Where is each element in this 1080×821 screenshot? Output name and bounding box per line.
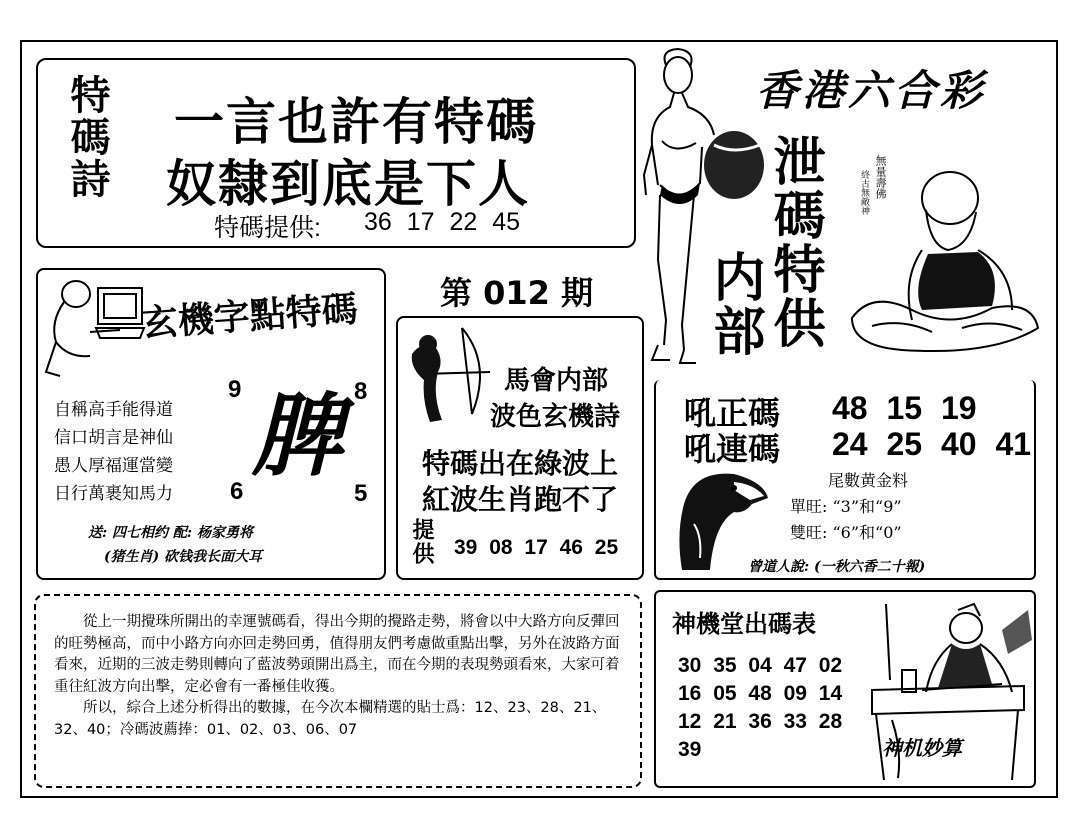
- buddha-inscription-2: 終古無敵神: [859, 170, 869, 215]
- mystic-footer-1: 送: 四七相约 配: 杨家勇将: [88, 525, 253, 541]
- mystic-footer-2: (猪生肖) 砍钱我长面大耳: [104, 549, 263, 565]
- wave-poem-2: 紅波生肖跑不了: [422, 483, 619, 516]
- poem-line-1: 一言也許有特碼: [174, 92, 538, 151]
- buddha-inscription-1: 無量壽佛: [874, 155, 887, 199]
- mystic-title: 玄機字點特碼: [140, 287, 359, 345]
- corner-number-bl: 6: [230, 478, 244, 505]
- table-row-3: 12 21 36 33 28: [678, 710, 843, 733]
- double-hot-line: 雙旺: “6”和“0”: [790, 523, 902, 542]
- leak-vertical-text: 泄碼特供: [764, 134, 824, 350]
- table-caption: 神机妙算: [882, 736, 962, 760]
- mystic-box: [36, 268, 386, 580]
- analysis-paragraph-1: 從上一期攪珠所開出的幸運號碼看，得出今期的攪路走勢，將會以中大路方向反彈回的旺勢極高，而中小路方向亦回走勢回勇，值得朋友們考慮做重點出擊，另外在波路方面看來，近期的三波走勢則轉向了藍波勢頭開出爲主，而在今期的表現勢頭看來，大家可着重往紅波方向出擊，定必會有一番極佳收獲。: [54, 614, 620, 695]
- internal-vertical-text: 内部: [704, 250, 764, 358]
- taoist-saying: 曾道人說: (一秋六香二十報): [748, 559, 926, 575]
- table-title: 神機堂出碼表: [672, 610, 816, 638]
- wave-box: [396, 316, 644, 580]
- wave-numbers: 39 08 17 46 25: [454, 536, 619, 559]
- mystic-poem: [54, 396, 173, 508]
- table-row-2: 16 05 48 09 14: [678, 682, 843, 705]
- lian-label: 吼連碼: [684, 430, 781, 468]
- corner-number-tr: 8: [354, 378, 368, 405]
- zheng-label: 吼正碼: [684, 394, 781, 432]
- table-rows: [678, 652, 842, 764]
- wave-title-2: 波色玄機詩: [490, 402, 621, 432]
- mystic-poem-line-3: 愚人厚福運當變: [54, 456, 173, 476]
- issue-number: 第 012 期: [440, 274, 594, 312]
- poem-side-title: 特碼詩: [64, 74, 111, 200]
- corner-number-br: 5: [354, 480, 368, 507]
- zheng-numbers: 48 15 19: [832, 390, 977, 426]
- table-box: [654, 590, 1036, 788]
- wave-provide-label: 提供: [409, 518, 435, 566]
- table-row-4: 39: [678, 738, 702, 761]
- mystic-big-character: 脾: [252, 383, 342, 489]
- corner-number-tl: 9: [228, 376, 242, 403]
- computer-illustration: [40, 272, 150, 384]
- wave-title-1: 馬會内部: [504, 366, 609, 396]
- mystic-poem-line-4: 日行萬裹知馬力: [54, 484, 173, 504]
- roar-box: [654, 380, 1036, 580]
- analysis-paragraph-2: 所以，綜合上述分析得出的數據，在今次本欄精選的貼士爲：12、23、28、21、32、40；冷碼波薦捧：01、02、03、06、07: [54, 700, 607, 738]
- table-row-1: 30 35 04 47 02: [678, 654, 843, 677]
- brand-title: 香港六合彩: [756, 66, 987, 115]
- single-hot-line: 單旺: “3”和“9”: [790, 497, 902, 516]
- wave-poem-1: 特碼出在綠波上: [422, 447, 619, 480]
- mystic-poem-line-1: 自稱高手能得道: [54, 400, 173, 420]
- archer-illustration: [402, 324, 494, 428]
- analysis-box: [34, 594, 642, 788]
- lian-numbers: 24 25 40 41: [832, 426, 1032, 462]
- poem-box: [36, 58, 636, 248]
- tail-title: 尾數黄金料: [828, 471, 909, 490]
- analysis-text: [54, 612, 624, 741]
- poem-provide-numbers: 36 17 22 45: [364, 208, 521, 236]
- poem-provide-label: 特碼提供:: [214, 214, 321, 242]
- mystic-poem-line-2: 信口胡言是神仙: [54, 428, 173, 448]
- poem-line-2: 奴隸到底是下人: [166, 154, 530, 213]
